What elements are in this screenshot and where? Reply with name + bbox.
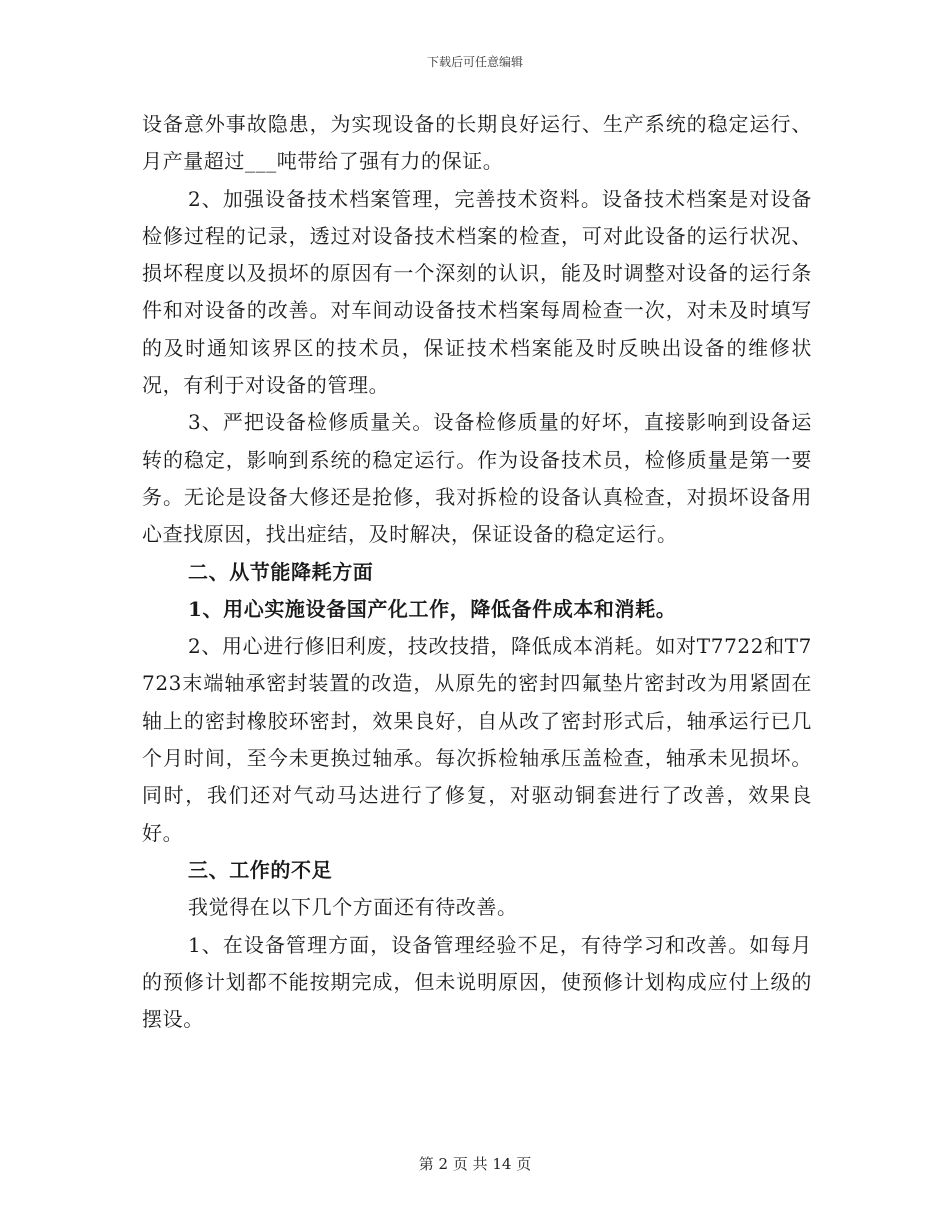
paragraph-cost-reduction: 2、用心进行修旧利废，技改技措，降低成本消耗。如对T7722和T7723末端轴承密封装置的改造，从原先的密封四氟垫片密封改为用紧固在轴上的密封橡胶环密封，效果良好，自从改了密封形式后，轴承运行已几个月时间，至今未更换过轴承。每次拆检轴承压盖检查，轴承未见损坏。同时，我们还对气动马达进行了修复，对驱动铜套进行了改善，效果良好。: [142, 634, 812, 845]
paragraph-continuation: 设备意外事故隐患，为实现设备的长期良好运行、生产系统的稳定运行、月产量超过___吨带给了强有力的保证。: [142, 112, 812, 174]
section-heading-energy-saving: 二、从节能降耗方面: [188, 559, 374, 584]
section-heading-shortcomings: 三、工作的不足: [188, 857, 333, 882]
document-body: [142, 106, 812, 1038]
paragraph-improvement-intro: 我觉得在以下几个方面还有待改善。: [188, 895, 518, 920]
page-header: 下载后可任意编辑: [426, 55, 523, 69]
paragraph-archive-management: 2、加强设备技术档案管理，完善技术资料。设备技术档案是对设备检修过程的记录，透过对设备技术档案的检查，可对此设备的运行状况、损坏程度以及损坏的原因有一个深刻的认识，能及时调整对设备的运行条件和对设备的改善。对车间动设备技术档案每周检查一次，对未及时填写的及时通知该界区的技术员，保证技术档案能及时反映出设备的维修状况，有利于对设备的管理。: [142, 186, 812, 398]
page-number-footer: 第 2 页 共 14 页: [418, 1155, 532, 1173]
subheading-localization: 1、用心实施设备国产化工作，降低备件成本和消耗。: [188, 596, 677, 621]
paragraph-quality-control: 3、严把设备检修质量关。设备检修质量的好坏，直接影响到设备运转的稳定，影响到系统的稳定运行。作为设备技术员，检修质量是第一要务。无论是设备大修还是抢修，我对拆检的设备认真检查，对损坏设备用心查找原因，找出症结，及时解决，保证设备的稳定运行。: [142, 410, 812, 547]
paragraph-management-shortcoming: 1、在设备管理方面，设备管理经验不足，有待学习和改善。如每月的预修计划都不能按期完成，但未说明原因，使预修计划构成应付上级的摆设。: [142, 932, 812, 1032]
